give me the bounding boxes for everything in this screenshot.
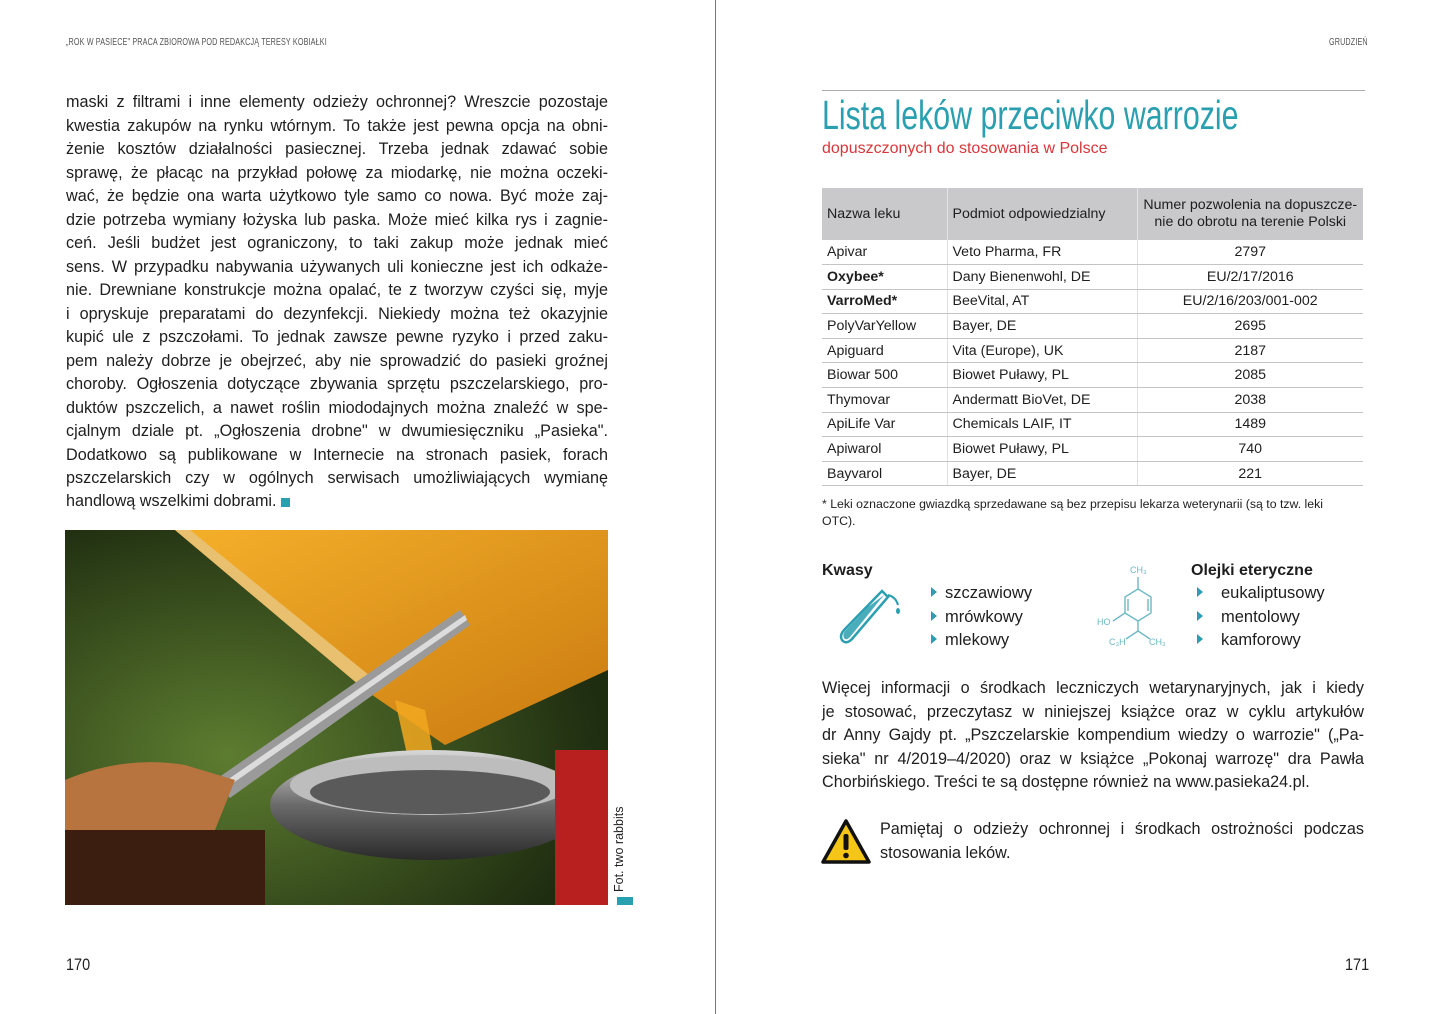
text-line: ceń. Jeśli budżet jest ograniczony, to taki zakup może jednak mieć — [66, 234, 608, 252]
molecule-label: CH₃ — [1130, 565, 1147, 575]
permit-number-cell: 1489 — [1137, 412, 1363, 437]
oil-item: eukaliptusowy — [1197, 584, 1325, 603]
company-cell: Vita (Europe), UK — [947, 338, 1137, 363]
text-line: sprawę, że płacąc na przykład połowę za miodarkę, nie można oczeki- — [66, 163, 608, 182]
company-cell: Chemicals LAIF, IT — [947, 412, 1137, 437]
medicine-name-cell: Apiwarol — [822, 437, 947, 462]
company-cell: Dany Bienenwohl, DE — [947, 265, 1137, 290]
text-line: i opryskuje preparatami do dezynfekcji. Niekiedy można też okazyjnie — [66, 304, 608, 323]
page-number-left: 170 — [66, 955, 91, 974]
text-line: cjalnym dziale pt. „Ogłoszenia drobne" w dwumiesięczniku „Pasieka". — [66, 422, 608, 440]
text-line: Więcej informacji o środkach leczniczych wetarynaryjnych, jak i kiedy — [822, 679, 1364, 697]
table-row — [822, 338, 1363, 363]
oil-item: mentolowy — [1197, 608, 1300, 627]
table-header-row — [822, 188, 1363, 240]
molecule-label: C₃H — [1109, 637, 1126, 647]
text-line: choroby. Ogłoszenia dotyczące zbywania sprzętu pszczelarskiego, pro- — [66, 375, 608, 393]
text-line: żenie kosztów działalności pasiecznej. Trzeba jednak zdawać sobie — [66, 140, 608, 158]
acid-item: mlekowy — [931, 631, 1009, 650]
medicine-name-cell: Bayvarol — [822, 461, 947, 486]
oil-item: kamforowy — [1197, 631, 1301, 650]
text-line — [66, 490, 608, 513]
table-row — [822, 240, 1363, 265]
medicine-table — [822, 188, 1363, 486]
text-line: kupić ule z pszczołami. To jednak zawsze pewne ryzyko i przed zaku- — [66, 328, 608, 346]
company-cell: Andermatt BioVet, DE — [947, 388, 1137, 413]
end-mark-icon — [281, 498, 290, 507]
permit-number-cell: 221 — [1137, 461, 1363, 486]
permit-number-cell: EU/2/17/2016 — [1137, 265, 1363, 290]
permit-number-cell: 2695 — [1137, 314, 1363, 339]
table-row — [822, 289, 1363, 314]
molecule-label: CH₃ — [1149, 637, 1166, 647]
page-subtitle: dopuszczonych do stosowania w Polsce — [822, 140, 1108, 157]
table-row — [822, 412, 1363, 437]
text-line: sens. W przypadku nabywania używanych uli konieczne jest ich odkaże- — [66, 257, 608, 276]
caption-accent-bar — [617, 897, 633, 905]
warning-icon — [821, 818, 871, 871]
warning-text-line: Pamiętaj o odzieży ochronnej i środkach ostrożności podczas — [880, 820, 1364, 838]
molecule-label: HO — [1097, 617, 1111, 627]
photo-credit-text: Fot. two rabbits — [612, 806, 626, 892]
text-line-end: handlową wszelkimi dobrami. — [66, 492, 277, 510]
table-row — [822, 314, 1363, 339]
company-cell: Biowet Puławy, PL — [947, 363, 1137, 388]
running-head-right: GRUDZIEŃ — [1329, 37, 1368, 48]
company-cell: Biowet Puławy, PL — [947, 437, 1137, 462]
bullet-arrow-icon — [931, 611, 937, 621]
bullet-arrow-icon — [931, 587, 937, 597]
company-cell: Veto Pharma, FR — [947, 240, 1137, 265]
text-line: Dodatkowo są publikowane w Internecie na stronach pasiek, forach — [66, 445, 608, 464]
photo-credit — [612, 800, 638, 892]
column-header: Numer pozwolenia na dopuszcze-nie do obrotu na terenie Polski — [1137, 188, 1363, 240]
text-line: pem należy dobrze je obejrzeć, aby nie sprowadzić do pasieki groźnej — [66, 351, 608, 370]
warning-text-line: stosowania leków. — [880, 843, 1011, 862]
permit-number-cell: 2085 — [1137, 363, 1363, 388]
honey-uncapping-photo — [65, 530, 608, 905]
table-row — [822, 265, 1363, 290]
medicine-name-cell: Apivar — [822, 240, 947, 265]
bullet-arrow-icon — [931, 634, 937, 644]
text-line: dr Anny Gajdy pt. „Pszczelarskie kompendium wiedzy o warrozie" („Pa- — [822, 726, 1364, 744]
text-line: maski z filtrami i inne elementy odzieży ochronnej? Wreszcie pozostaje — [66, 93, 608, 111]
acid-item: szczawiowy — [931, 584, 1032, 603]
permit-number-cell: 740 — [1137, 437, 1363, 462]
permit-number-cell: EU/2/16/203/001-002 — [1137, 289, 1363, 314]
permit-number-cell: 2038 — [1137, 388, 1363, 413]
column-header: Podmiot odpowiedzialny — [947, 188, 1137, 240]
acids-heading: Kwasy — [822, 562, 873, 579]
permit-number-cell: 2187 — [1137, 338, 1363, 363]
text-line: wać, że będzie ona warta użytkowo tyle samo co nowa. Być może zaj- — [66, 187, 608, 205]
table-row — [822, 437, 1363, 462]
thymol-structure-icon — [1093, 563, 1173, 653]
bullet-arrow-icon — [1197, 587, 1203, 597]
medicine-name-cell: Thymovar — [822, 388, 947, 413]
table-row — [822, 363, 1363, 388]
acid-item: mrówkowy — [931, 608, 1023, 627]
text-line: kwestia zakupów na rynku wtórnym. To także jest pewna opcja na obni- — [66, 116, 608, 135]
table-footnote: * Leki oznaczone gwiazdką sprzedawane są bez przepisu lekarza weterynarii (są to tzw. leki OTC). — [822, 497, 1324, 528]
bullet-arrow-icon — [1197, 611, 1203, 621]
bullet-arrow-icon — [1197, 634, 1203, 644]
medicine-name-cell: Apiguard — [822, 338, 947, 363]
medicine-name-cell: Biowar 500 — [822, 363, 947, 388]
table-row — [822, 388, 1363, 413]
medicine-name-cell: PolyVarYellow — [822, 314, 947, 339]
page-number-right: 171 — [1345, 955, 1370, 974]
page-title: Lista leków przeciwko warrozie — [822, 92, 1239, 138]
title-rule — [822, 90, 1365, 91]
column-header: Nazwa leku — [822, 188, 947, 240]
company-cell: BeeVital, AT — [947, 289, 1137, 314]
text-line: nie. Drewniane konstrukcje można opalać, te z tworzyw czyści się, myje — [66, 281, 608, 299]
test-tube-icon — [838, 585, 908, 652]
table-row — [822, 461, 1363, 486]
oils-heading: Olejki eteryczne — [1191, 562, 1313, 579]
text-line: je stosować, przeczytasz w niniejszej książce oraz w cyklu artykułów — [822, 702, 1364, 721]
text-line: pszczelarskich czy w ogólnych serwisach umożliwiających wymianę — [66, 469, 608, 487]
medicine-name-cell: VarroMed* — [822, 289, 947, 314]
company-cell: Bayer, DE — [947, 461, 1137, 486]
text-line: sieka" nr 4/2019–4/2020) oraz w książce „Pokonaj warrozę" dra Pawła — [822, 749, 1364, 768]
text-line: dzie potrzeba wymiany łożyska lub paska. Może mieć kilka rys i zagnie- — [66, 210, 608, 229]
permit-number-cell: 2797 — [1137, 240, 1363, 265]
running-head-left: „ROK W PASIECE" PRACA ZBIOROWA POD REDAKCJĄ TERESY KOBIAŁKI — [66, 37, 327, 48]
text-line: Chorbińskiego. Treści te są dostępne również na www.pasieka24.pl. — [822, 773, 1310, 791]
medicine-name-cell: Oxybee* — [822, 265, 947, 290]
page-gutter — [715, 0, 716, 1014]
medicine-name-cell: ApiLife Var — [822, 412, 947, 437]
company-cell: Bayer, DE — [947, 314, 1137, 339]
text-line: duktów pszczelich, a nawet roślin miododajnych można znaleźć w spe- — [66, 398, 608, 417]
